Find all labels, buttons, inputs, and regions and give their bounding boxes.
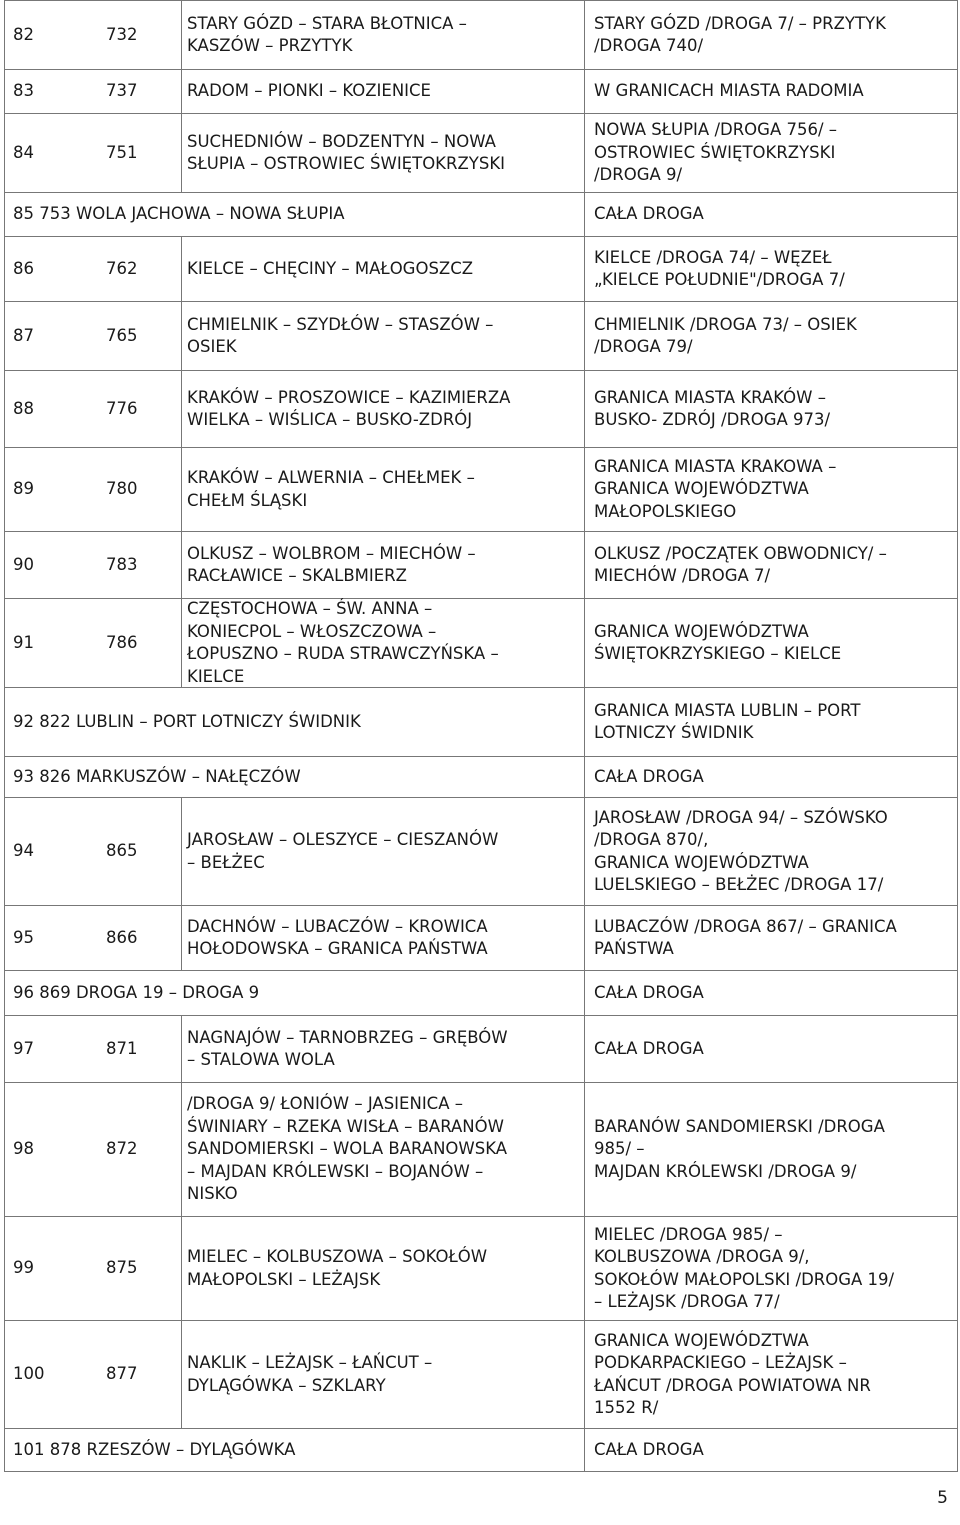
- column-divider: [584, 448, 585, 531]
- cell-road-number: 865: [106, 841, 138, 861]
- column-divider: [181, 70, 182, 113]
- table-row: [4, 301, 958, 370]
- cell-section: GRANICA WOJEWÓDZTWA PODKARPACKIEGO – LEŻAJSK – ŁAŃCUT /DROGA POWIATOWA NR 1552 R/: [594, 1330, 871, 1417]
- table-row: [4, 970, 958, 1015]
- row-inline-text: 93 826 MARKUSZÓW – NAŁĘCZÓW: [13, 766, 301, 786]
- table-row: [4, 0, 958, 69]
- column-divider: [181, 1, 182, 69]
- row-inline-text: 96 869 DROGA 19 – DROGA 9: [13, 982, 260, 1002]
- table-row: [4, 447, 958, 531]
- column-divider: [584, 532, 585, 598]
- cell-lp: 84: [13, 142, 34, 162]
- cell-lp: 89: [13, 479, 34, 499]
- cell-road-number: 732: [106, 24, 138, 44]
- cell-road-number: 765: [106, 325, 138, 345]
- column-divider: [181, 302, 182, 370]
- cell-section: LUBACZÓW /DROGA 867/ – GRANICA PAŃSTWA: [594, 916, 897, 958]
- column-divider: [181, 1016, 182, 1082]
- cell-section: GRANICA MIASTA LUBLIN – PORT LOTNICZY ŚWIDNIK: [594, 700, 861, 742]
- row-inline-text: 101 878 RZESZÓW – DYLĄGÓWKA: [13, 1439, 296, 1459]
- cell-lp: 99: [13, 1258, 34, 1278]
- page-number: 5: [937, 1488, 948, 1508]
- table-row: [4, 113, 958, 192]
- column-divider: [584, 1321, 585, 1428]
- cell-section: OLKUSZ /POCZĄTEK OBWODNICY/ – MIECHÓW /DROGA 7/: [594, 543, 887, 585]
- cell-route: MIELEC – KOLBUSZOWA – SOKOŁÓW MAŁOPOLSKI – LEŻAJSK: [187, 1247, 488, 1289]
- table-row: [4, 1015, 958, 1082]
- column-divider: [181, 798, 182, 905]
- column-divider: [584, 599, 585, 687]
- cell-section: CAŁA DROGA: [594, 1038, 704, 1058]
- row-inline-text: 85 753 WOLA JACHOWA – NOWA SŁUPIA: [13, 204, 345, 224]
- cell-section: W GRANICACH MIASTA RADOMIA: [594, 81, 864, 101]
- column-divider: [181, 237, 182, 301]
- cell-route: SUCHEDNIÓW – BODZENTYN – NOWA SŁUPIA – OSTROWIEC ŚWIĘTOKRZYSKI: [187, 131, 506, 173]
- cell-road-number: 751: [106, 142, 138, 162]
- column-divider: [584, 237, 585, 301]
- cell-road-number: 866: [106, 927, 138, 947]
- cell-route: /DROGA 9/ ŁONIÓW – JASIENICA – ŚWINIARY – RZEKA WISŁA – BARANÓW SANDOMIERSKI – WOLA BARANOWSKA – MAJDAN KRÓLEWSKI – BOJANÓW – NISKO: [187, 1094, 508, 1204]
- cell-lp: 82: [13, 24, 34, 44]
- cell-road-number: 875: [106, 1258, 138, 1278]
- cell-route: JAROSŁAW – OLESZYCE – CIESZANÓW – BEŁŻEC: [187, 830, 499, 872]
- cell-road-number: 872: [106, 1139, 138, 1159]
- cell-lp: 95: [13, 927, 34, 947]
- cell-route: KRAKÓW – ALWERNIA – CHEŁMEK – CHEŁM ŚLĄSKI: [187, 468, 475, 510]
- cell-section: GRANICA MIASTA KRAKÓW – BUSKO- ZDRÓJ /DROGA 973/: [594, 387, 831, 429]
- column-divider: [181, 906, 182, 970]
- row-inline-text: 92 822 LUBLIN – PORT LOTNICZY ŚWIDNIK: [13, 711, 361, 731]
- cell-lp: 97: [13, 1038, 34, 1058]
- column-divider: [584, 1, 585, 69]
- cell-section: BARANÓW SANDOMIERSKI /DROGA 985/ – MAJDAN KRÓLEWSKI /DROGA 9/: [594, 1116, 885, 1181]
- cell-lp: 90: [13, 554, 34, 574]
- cell-lp: 91: [13, 632, 34, 652]
- table-row: [4, 531, 958, 598]
- column-divider: [181, 1083, 182, 1216]
- cell-section: KIELCE /DROGA 74/ – WĘZEŁ „KIELCE POŁUDNIE"/DROGA 7/: [594, 247, 845, 289]
- cell-road-number: 871: [106, 1038, 138, 1058]
- column-divider: [181, 448, 182, 531]
- table-row: [4, 598, 958, 687]
- column-divider: [584, 1083, 585, 1216]
- cell-lp: 94: [13, 841, 34, 861]
- column-divider: [584, 798, 585, 905]
- column-divider: [584, 114, 585, 192]
- column-divider: [181, 114, 182, 192]
- cell-route: CZĘSTOCHOWA – ŚW. ANNA – KONIECPOL – WŁOSZCZOWA – ŁOPUSZNO – RUDA STRAWCZYŃSKA – KIELCE: [187, 599, 499, 686]
- cell-lp: 98: [13, 1139, 34, 1159]
- cell-road-number: 737: [106, 81, 138, 101]
- table-row: [4, 797, 958, 905]
- cell-section: GRANICA MIASTA KRAKOWA – GRANICA WOJEWÓDZTWA MAŁOPOLSKIEGO: [594, 456, 837, 521]
- cell-section: NOWA SŁUPIA /DROGA 756/ – OSTROWIEC ŚWIĘTOKRZYSKI /DROGA 9/: [594, 120, 838, 185]
- cell-route: NAKLIK – LEŻAJSK – ŁAŃCUT – DYLĄGÓWKA – SZKLARY: [187, 1353, 433, 1395]
- column-divider: [584, 1429, 585, 1471]
- cell-road-number: 776: [106, 398, 138, 418]
- cell-route: STARY GÓZD – STARA BŁOTNICA – KASZÓW – PRZYTYK: [187, 13, 467, 55]
- column-divider: [181, 532, 182, 598]
- table-row: [4, 1428, 958, 1472]
- cell-lp: 100: [13, 1364, 45, 1384]
- column-divider: [181, 1321, 182, 1428]
- cell-section: GRANICA WOJEWÓDZTWA ŚWIĘTOKRZYSKIEGO – KIELCE: [594, 621, 842, 663]
- cell-route: KIELCE – CHĘCINY – MAŁOGOSZCZ: [187, 258, 474, 278]
- cell-section: CAŁA DROGA: [594, 1439, 704, 1459]
- cell-section: CAŁA DROGA: [594, 982, 704, 1002]
- table-row: [4, 1216, 958, 1320]
- cell-route: DACHNÓW – LUBACZÓW – KROWICA HOŁODOWSKA – GRANICA PAŃSTWA: [187, 916, 488, 958]
- column-divider: [584, 193, 585, 236]
- cell-lp: 88: [13, 398, 34, 418]
- column-divider: [584, 1217, 585, 1320]
- cell-road-number: 786: [106, 632, 138, 652]
- cell-section: CAŁA DROGA: [594, 766, 704, 786]
- column-divider: [584, 1016, 585, 1082]
- column-divider: [584, 906, 585, 970]
- cell-lp: 87: [13, 325, 34, 345]
- column-divider: [584, 371, 585, 447]
- column-divider: [181, 1217, 182, 1320]
- cell-section: MIELEC /DROGA 985/ – KOLBUSZOWA /DROGA 9/, SOKOŁÓW MAŁOPOLSKI /DROGA 19/ – LEŻAJSK /DROGA 77/: [594, 1224, 895, 1311]
- cell-lp: 86: [13, 258, 34, 278]
- column-divider: [584, 971, 585, 1015]
- table-row: [4, 1082, 958, 1216]
- table-row: [4, 69, 958, 113]
- table-row: [4, 236, 958, 301]
- table-row: [4, 687, 958, 756]
- table-row: [4, 905, 958, 970]
- cell-lp: 83: [13, 81, 34, 101]
- column-divider: [584, 302, 585, 370]
- cell-route: OLKUSZ – WOLBROM – MIECHÓW – RACŁAWICE – SKALBMIERZ: [187, 543, 476, 585]
- cell-route: RADOM – PIONKI – KOZIENICE: [187, 81, 431, 101]
- cell-route: NAGNAJÓW – TARNOBRZEG – GRĘBÓW – STALOWA WOLA: [187, 1027, 508, 1069]
- cell-route: KRAKÓW – PROSZOWICE – KAZIMIERZA WIELKA – WIŚLICA – BUSKO-ZDRÓJ: [187, 387, 511, 429]
- column-divider: [584, 70, 585, 113]
- table-row: [4, 192, 958, 236]
- cell-road-number: 783: [106, 554, 138, 574]
- cell-section: CAŁA DROGA: [594, 204, 704, 224]
- table-row: [4, 756, 958, 797]
- column-divider: [584, 757, 585, 797]
- column-divider: [181, 371, 182, 447]
- cell-section: JAROSŁAW /DROGA 94/ – SZÓWSKO /DROGA 870/, GRANICA WOJEWÓDZTWA LUELSKIEGO – BEŁŻEC /DROGA 17/: [594, 807, 888, 894]
- table-row: [4, 370, 958, 447]
- column-divider: [584, 688, 585, 756]
- cell-section: CHMIELNIK /DROGA 73/ – OSIEK /DROGA 79/: [594, 314, 857, 356]
- table-row: [4, 1320, 958, 1428]
- cell-route: CHMIELNIK – SZYDŁÓW – STASZÓW – OSIEK: [187, 314, 494, 356]
- cell-road-number: 780: [106, 479, 138, 499]
- cell-road-number: 762: [106, 258, 138, 278]
- column-divider: [181, 599, 182, 687]
- cell-road-number: 877: [106, 1364, 138, 1384]
- cell-section: STARY GÓZD /DROGA 7/ – PRZYTYK /DROGA 740/: [594, 13, 886, 55]
